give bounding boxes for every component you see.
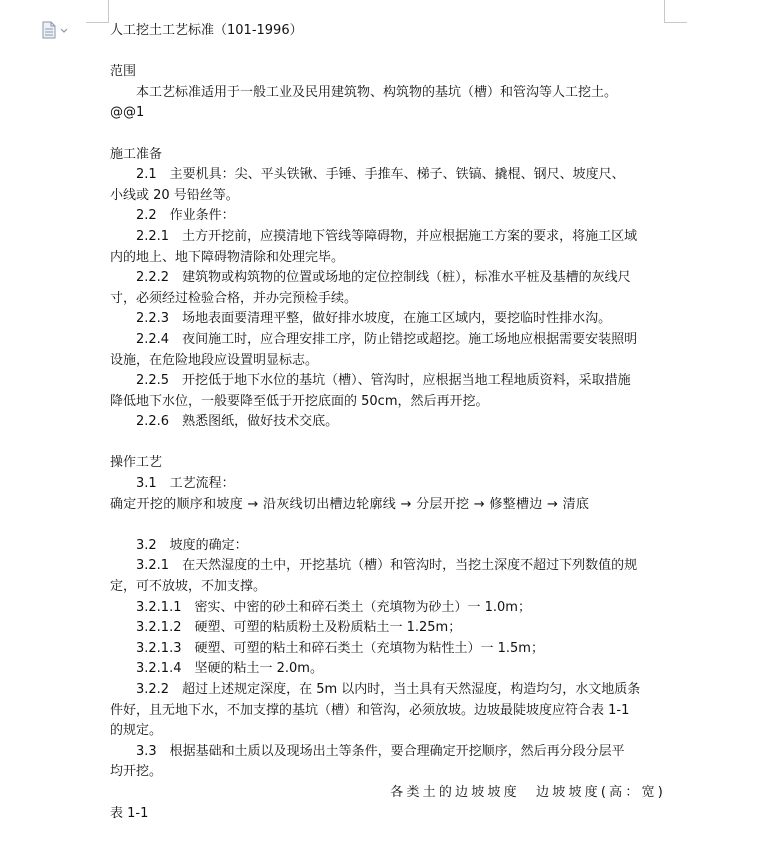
process-flow: 确定开挖的顺序和坡度 → 沿灰线切出槽边轮廓线 → 分层开挖 → 修整槽边 → 清底 (110, 496, 590, 512)
list-item: 3.2.1.2 硬塑、可塑的粘质粉土及粉质粘土一 1.25m； (136, 620, 462, 636)
paragraph: 3.2 坡度的确定： (136, 537, 248, 553)
section-heading: 范围 (110, 64, 137, 80)
paragraph: 2.2.6 熟悉图纸，做好技术交底。 (136, 414, 339, 430)
list-item: 3.2.1.3 硬塑、可塑的粘土和碎石类土（充填物为粘性土）一 1.5m； (136, 640, 544, 656)
paragraph: 2.2 作业条件： (136, 208, 235, 224)
paragraph: 均开挖。 (110, 764, 163, 780)
paragraph: 降低地下水位，一般要降至低于开挖底面的 50cm，然后再开挖。 (110, 393, 489, 409)
paragraph: 3.2.2 超过上述规定深度，在 5m 以内时，当土具有天然湿度，构造均匀，水文地质条 (136, 682, 641, 697)
chevron-down-icon (61, 29, 67, 32)
paragraph: 2.1 主要机具：尖、平头铁锹、手锤、手推车、梯子、铁镐、撬棍、钢尺、坡度尺、 (136, 167, 625, 183)
paragraph: 2.2.5 开挖低于地下水位的基坑（槽）、管沟时，应根据当地工程地质资料，采取措施 (136, 373, 631, 389)
table-label: 表 1-1 (110, 805, 149, 821)
list-item: 3.2.1.4 坚硬的粘土一 2.0m。 (136, 661, 323, 677)
paragraph: 定，可不放坡，不加支撑。 (110, 579, 267, 595)
paragraph: 的规定。 (110, 723, 163, 739)
margin-corner-mark (86, 0, 109, 23)
note: @@1 (110, 105, 145, 121)
paragraph: 内的地上、地下障碍物清除和处理完毕。 (110, 249, 345, 265)
paragraph: 2.2.3 场地表面要清理平整，做好排水坡度，在施工区域内，要挖临时性排水沟。 (136, 311, 612, 327)
paragraph: 2.2.2 建筑物或构筑物的位置或场地的定位控制线（桩），标准水平桩及基槽的灰线尺 (136, 270, 631, 286)
paragraph: 设施，在危险地段应设置明显标志。 (110, 352, 319, 368)
paragraph: 3.2.1 在天然湿度的土中，开挖基坑（槽）和管沟时，当挖土深度不超过下列数值的规 (136, 558, 638, 574)
paragraph: 寸，必须经过检验合格，并办完预检手续。 (110, 290, 358, 306)
paragraph: 本工艺标准适用于一般工业及民用建筑物、构筑物的基坑（槽）和管沟等人工挖土。 (136, 84, 618, 100)
list-item: 3.2.1.1 密实、中密的砂土和碎石类土（充填物为砂土）一 1.0m； (136, 599, 531, 615)
paragraph: 小线或 20 号铅丝等。 (110, 187, 239, 203)
document-page (110, 21, 666, 824)
paragraph: 件好，且无地下水，不加支撑的基坑（槽）和管沟，必须放坡。边坡最陡坡度应符合表 1-1 (110, 702, 630, 718)
document-icon[interactable] (40, 20, 70, 40)
section-heading: 操作工艺 (110, 455, 163, 471)
margin-corner-mark (664, 0, 687, 23)
paragraph: 2.2.4 夜间施工时，应合理安排工序，防止错挖或超挖。施工场地应根据需要安装照明 (136, 331, 638, 347)
paragraph: 2.2.1 土方开挖前，应摸清地下管线等障碍物，并应根据施工方案的要求，将施工区域 (136, 228, 638, 244)
paragraph: 3.3 根据基础和土质以及现场出土等条件，要合理确定开挖顺序，然后再分段分层平 (136, 743, 625, 759)
section-heading: 施工准备 (110, 146, 163, 162)
table-caption: 各类土的边坡坡度 边坡坡度(高：宽) (390, 784, 666, 800)
paragraph: 3.1 工艺流程： (136, 476, 235, 492)
document-title: 人工挖土工艺标准（101-1996） (110, 23, 303, 38)
